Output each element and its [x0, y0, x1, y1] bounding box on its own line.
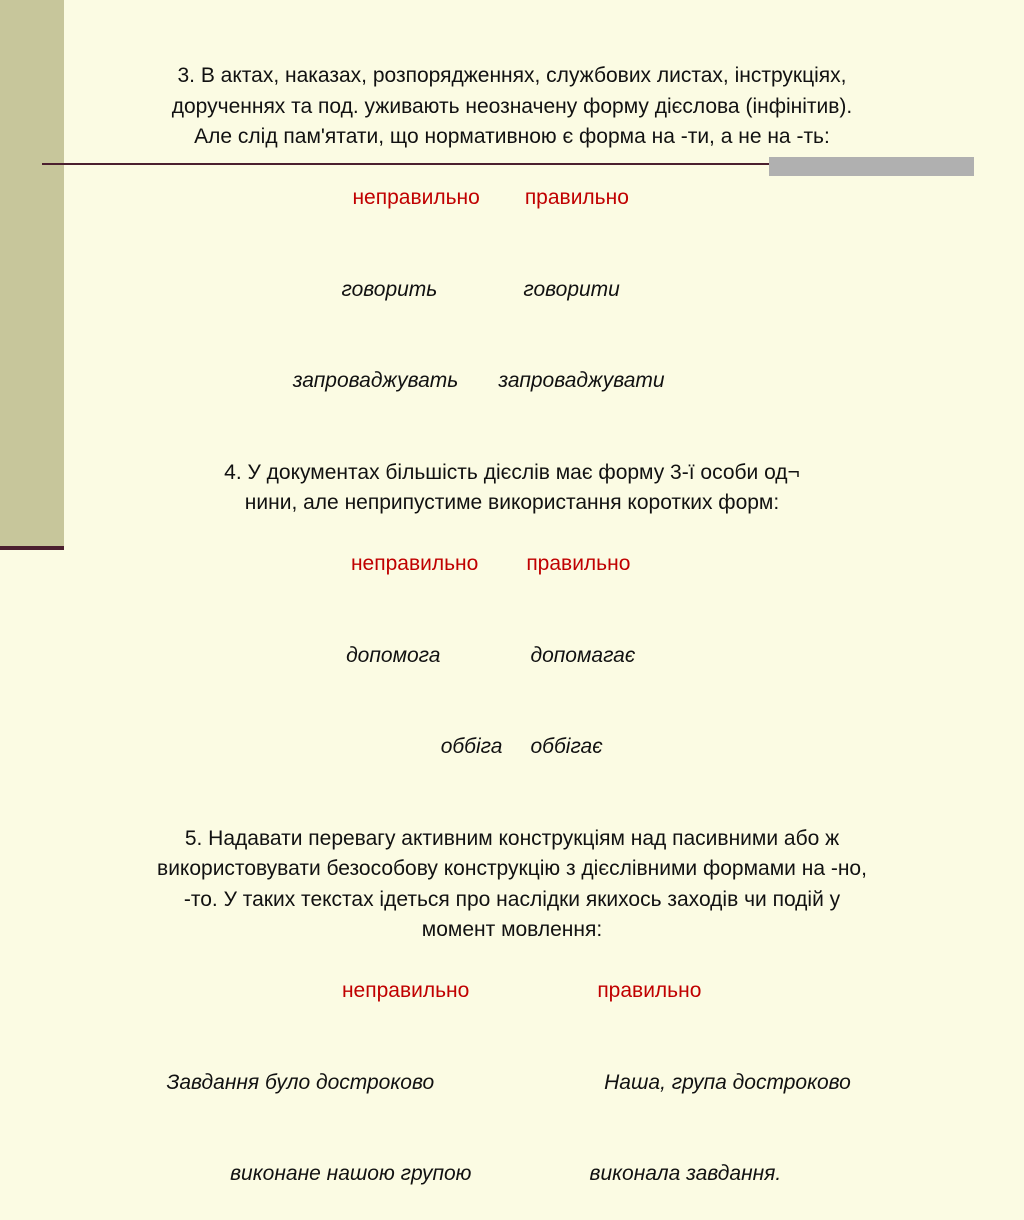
section5-line3: -то. У таких текстах ідеться про наслідки якихось заходів чи подій у [72, 885, 952, 916]
section3-labels [39, 153, 919, 245]
section4-line1: 4. У документах більшість дієслів має форму 3-ї особи од¬ [72, 458, 952, 489]
section5-line4: момент мовлення: [72, 915, 952, 946]
section4-example-row [70, 702, 950, 794]
section5-example-row [54, 1129, 934, 1220]
section5-right-example-line2: виконала завдання. [589, 1159, 781, 1190]
spacer [72, 427, 952, 458]
section4-labels [39, 519, 919, 611]
section4-right-example-1: допомагає [530, 641, 635, 672]
section4-line2: нини, але неприпустиме використання коротких форм: [72, 488, 952, 519]
section4-example-row [39, 610, 919, 702]
section5-line1: 5. Надавати перевагу активним конструкціям над пасивними або ж [72, 824, 952, 855]
section5-wrong-example-line1: Завдання було достроково [166, 1068, 434, 1099]
section3-example-row [27, 336, 907, 428]
section5-example-row [57, 1037, 937, 1129]
section4-right-example-2: оббігає [530, 732, 602, 763]
section5-right-example-line1: Наша, група достроково [604, 1068, 851, 1099]
section3-right-example-1: говорити [523, 275, 620, 306]
section3-right-example-2: запроваджувати [498, 366, 664, 397]
section3-line3: Але слід пам'ятати, що нормативною є форма на -ти, а не на -ть: [72, 122, 952, 153]
section4-wrong-label: неправильно [351, 549, 478, 580]
section5-line2: використовувати безособову конструкцію з дієслівними формами на -но, [72, 854, 952, 885]
section4-wrong-example-1: допомога [346, 641, 440, 672]
section3-wrong-label: неправильно [352, 183, 479, 214]
section3-wrong-example-1: говорить [341, 275, 437, 306]
section4-wrong-example-2: оббіга [441, 732, 503, 763]
section5-wrong-label: неправильно [342, 976, 469, 1007]
slide-content [72, 61, 952, 1220]
section3-wrong-example-2: запроваджувать [293, 366, 459, 397]
section3-line1: 3. В актах, наказах, розпорядженнях, службових листах, інструкціях, [72, 61, 952, 92]
section5-right-label: правильно [597, 976, 701, 1007]
section3-right-label: правильно [525, 183, 629, 214]
section3-line2: дорученнях та под. уживають неозначену форму дієслова (інфінітив). [72, 92, 952, 123]
section3-example-row [29, 244, 909, 336]
spacer [72, 793, 952, 824]
section4-right-label: правильно [526, 549, 630, 580]
section5-labels [70, 946, 950, 1038]
section5-wrong-example-line2: виконане нашою групою [230, 1159, 471, 1190]
